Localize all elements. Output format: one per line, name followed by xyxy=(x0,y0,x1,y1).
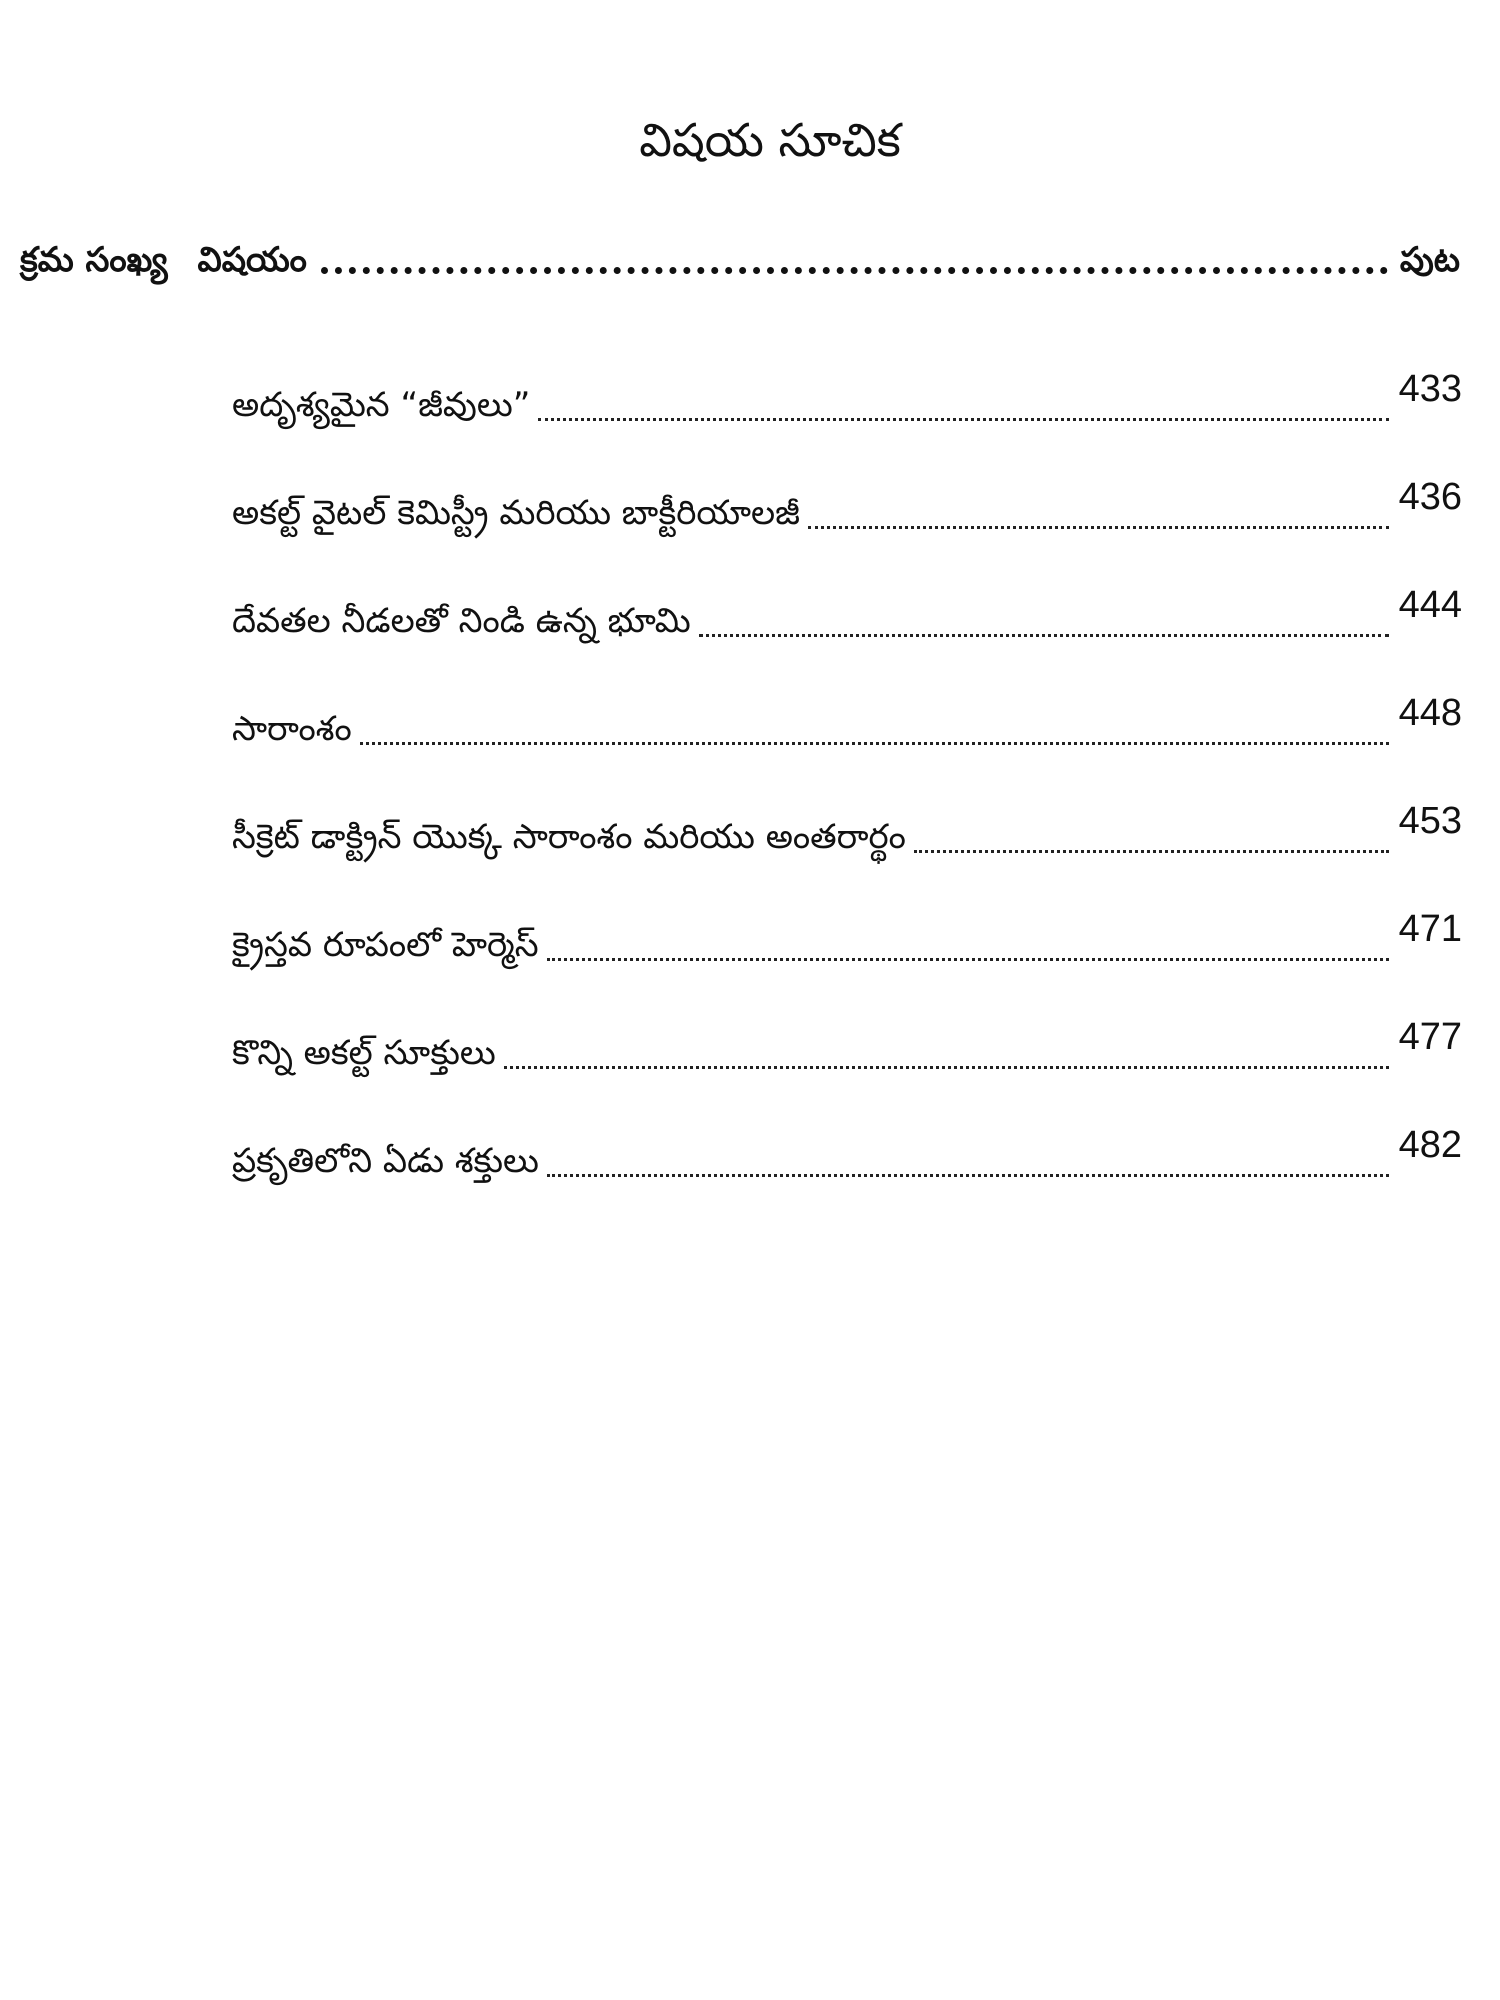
dot-leader xyxy=(547,1174,1389,1177)
page-title: విషయ సూచిక xyxy=(639,113,901,167)
toc-entry xyxy=(232,973,1462,1081)
toc-entry-page: 471 xyxy=(1398,908,1462,950)
toc-entry-page: 482 xyxy=(1398,1124,1462,1166)
dot-leader xyxy=(808,526,1389,529)
toc-entry-title: అకల్ట్ వైటల్ కెమిస్ట్రీ మరియు బాక్టీరియాలజీ xyxy=(232,493,800,533)
dot-leader xyxy=(699,634,1389,637)
toc-entry xyxy=(232,1081,1462,1189)
toc-entry-page: 453 xyxy=(1398,800,1462,842)
toc-entry xyxy=(232,865,1462,973)
dot-leader xyxy=(914,850,1389,853)
toc-entry xyxy=(232,325,1462,433)
subject-heading: విషయం xyxy=(197,240,307,280)
toc-entry xyxy=(232,649,1462,757)
toc-entry-title: అదృశ్యమైన “జీవులు” xyxy=(232,385,531,425)
page-heading: పుట xyxy=(1399,240,1460,280)
dot-leader xyxy=(504,1066,1389,1069)
toc-entry-title: సారాంశం xyxy=(232,709,352,749)
toc-entry-title: సీక్రెట్ డాక్ట్రిన్ యొక్క సారాంశం మరియు అంతరార్థం xyxy=(232,817,906,857)
toc-entry xyxy=(232,433,1462,541)
serial-number-heading: క్రమ సంఖ్య xyxy=(20,240,168,280)
dot-leader xyxy=(538,418,1388,421)
toc-entry-page: 436 xyxy=(1398,476,1462,518)
toc-entry xyxy=(232,541,1462,649)
toc-entry-page: 444 xyxy=(1398,584,1462,626)
toc-entry-title: దేవతల నీడలతో నిండి ఉన్న భూమి xyxy=(232,601,691,641)
toc-header-row xyxy=(20,228,1460,288)
dot-leader xyxy=(547,958,1389,961)
toc-entry-page: 477 xyxy=(1398,1016,1462,1058)
dot-leader xyxy=(360,742,1389,745)
toc-entry-title: కొన్ని అకల్ట్ సూక్తులు xyxy=(232,1033,496,1073)
toc-list xyxy=(232,325,1462,1189)
toc-entry xyxy=(232,757,1462,865)
toc-entry-page: 448 xyxy=(1398,692,1462,734)
toc-entry-title: ప్రకృతిలోని ఏడు శక్తులు xyxy=(232,1141,539,1181)
toc-entry-page: 433 xyxy=(1398,368,1462,410)
dot-leader xyxy=(321,267,1388,274)
toc-entry-title: క్రైస్తవ రూపంలో హెర్మెస్ xyxy=(232,925,539,965)
